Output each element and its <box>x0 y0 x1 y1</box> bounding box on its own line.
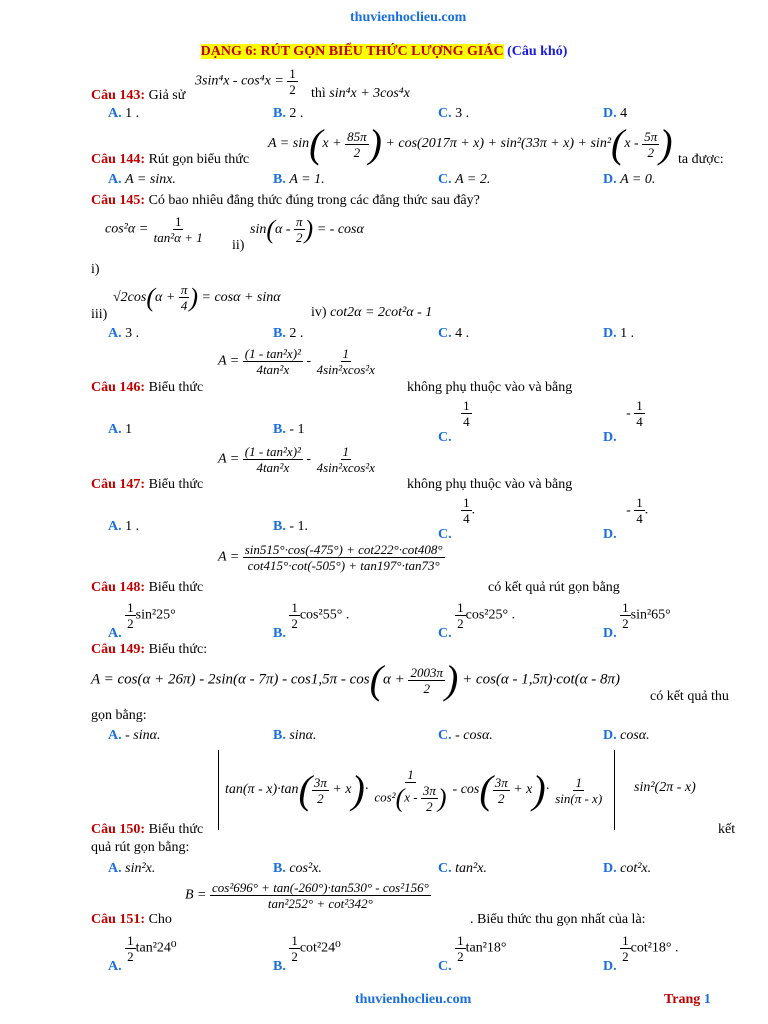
q149-formula: A = cos(α + 26π) - 2sin(α - 7π) - cos1,5π - cos(α + $\frac{2003\pi}{2}$ ) + cos(α - 1,5π)·cot(α - 8π) <box>91 657 621 702</box>
q151-opt-a[interactable]: A. $\frac{1}{2}$ tan²24⁰ <box>108 933 177 974</box>
q151-tail: . Biểu thức thu gọn nhất của là: <box>470 912 646 927</box>
footer-site[interactable]: thuvienhoclieu.com <box>355 992 472 1007</box>
q143-expr: thì sin⁴x + 3cos⁴x <box>311 86 410 101</box>
q151-formula: B = $\frac{\text{cos²696° + tan(-260°)·tan530° - cos²156°}}{\text{tan²252° + cot²342°}}$ <box>185 880 429 911</box>
q143-opt-c[interactable]: C. 3 . <box>438 106 470 121</box>
q150-formula: tan(π - x)·tan( $\frac{3\pi}{2}$ + x)· 1 cos²(x - $\frac{3\pi}{2}$ ) - cos( $\frac{3\pi}{2}$ + x)· $\frac{1}{\sin(\pi - x)}$ <box>218 750 615 830</box>
q149-opt-a[interactable]: A. - sinα. <box>108 728 161 743</box>
q150-tail2: quả rút gọn bằng: <box>91 840 190 855</box>
q147-tail: không phụ thuộc vào và bằng <box>407 477 573 492</box>
q148-opt-d[interactable]: D. $\frac{1}{2}$ sin²65° <box>603 600 671 641</box>
q149-opt-d[interactable]: D. cosα. <box>603 728 650 743</box>
q144-tail: ta được: <box>678 152 724 167</box>
q147-opt-c[interactable]: C. $\frac{1}{4}$ . <box>438 495 476 542</box>
q143-opt-b[interactable]: B. 2 . <box>273 106 304 121</box>
q148-opt-b[interactable]: B. $\frac{1}{2}$ cos²55° . <box>273 600 350 641</box>
q150-tail1: kết <box>718 822 736 837</box>
q151-stem: Câu 151: Cho <box>91 912 172 927</box>
q150-factor: sin²(2π - x) <box>634 780 696 795</box>
q144-formula: A = sin(x + $\frac{85\pi}{2}$ ) + cos(2017π + x) + sin²(33π + x) + sin²(x - $\frac{5\pi}{2}$ ) <box>268 121 673 166</box>
q145-eq-ii: sin(α - $\frac{\pi}{2}$ ) = - cosα <box>250 214 364 245</box>
q146-opt-a[interactable]: A. 1 <box>108 422 133 437</box>
q149-opt-b[interactable]: B. sinα. <box>273 728 317 743</box>
q145-label-ii: ii) <box>232 238 245 253</box>
q148-opt-a[interactable]: A. $\frac{1}{2}$ sin²25° <box>108 600 176 641</box>
q150-opt-b[interactable]: B. cos²x. <box>273 861 322 876</box>
q149-stem: Câu 149: Biểu thức: <box>91 642 208 657</box>
q144-opt-a[interactable]: A. A = sinx. <box>108 172 176 187</box>
q144-opt-b[interactable]: B. A = 1. <box>273 172 325 187</box>
q145-stem: Câu 145: Có bao nhiêu đẳng thức đúng trong các đẳng thức sau đây? <box>91 193 480 208</box>
q150-stem: Câu 150: Biểu thức <box>91 822 204 837</box>
q146-formula: A = $\frac{\text{(1 - tan²x)²}}{\text{4tan²x}}$ - $\frac{1}{\text{4sin²xcos²x}}$ <box>218 346 375 377</box>
q143-opt-a[interactable]: A. 1 . <box>108 106 140 121</box>
q145-label-iii: iii) <box>91 307 108 322</box>
q150-opt-a[interactable]: A. sin²x. <box>108 861 156 876</box>
q150-opt-c[interactable]: C. tan²x. <box>438 861 487 876</box>
page-number: Trang 1 <box>664 992 711 1007</box>
q145-opt-c[interactable]: C. 4 . <box>438 326 470 341</box>
q150-opt-d[interactable]: D. cot²x. <box>603 861 652 876</box>
q148-tail: có kết quả rút gọn bằng <box>488 580 620 595</box>
q143-condition: 3sin⁴x - cos⁴x = $\frac{1}{2}$ <box>195 66 296 97</box>
q148-stem: Câu 148: Biểu thức <box>91 580 204 595</box>
q146-stem: Câu 146: Biểu thức <box>91 380 204 395</box>
q145-label-i: i) <box>91 262 100 277</box>
q144-opt-c[interactable]: C. A = 2. <box>438 172 491 187</box>
q145-eq-i: cos²α = $\frac{1}{\text{tan²α + 1}}$ <box>105 214 203 245</box>
q147-formula: A = $\frac{\text{(1 - tan²x)²}}{\text{4tan²x}}$ - $\frac{1}{\text{4sin²xcos²x}}$ <box>218 444 375 475</box>
q148-formula: A = $\frac{\sin 515^\circ\cdot\cos(-475^\circ) + \cot 222^\circ\cdot\cot 408^\circ}{\cot 415^\circ\cdot\cot(-505^\circ) + \tan 197^\circ\cdot\tan 73^\circ}$ <box>218 542 443 573</box>
q145-opt-a[interactable]: A. 3 . <box>108 326 140 341</box>
q147-opt-b[interactable]: B. - 1. <box>273 519 309 534</box>
title-main: DẠNG 6: RÚT GỌN BIỂU THỨC LƯỢNG GIÁC <box>200 44 504 59</box>
q146-opt-b[interactable]: B. - 1 <box>273 422 305 437</box>
q149-tail2: gọn bằng: <box>91 708 147 723</box>
q146-tail: không phụ thuộc vào và bằng <box>407 380 573 395</box>
q147-opt-a[interactable]: A. 1 . <box>108 519 140 534</box>
q147-stem: Câu 147: Biểu thức <box>91 477 204 492</box>
header-site[interactable]: thuvienhoclieu.com <box>350 10 467 25</box>
q149-opt-c[interactable]: C. - cosα. <box>438 728 493 743</box>
q143-stem: Câu 143: Giả sử <box>91 88 186 103</box>
q145-opt-b[interactable]: B. 2 . <box>273 326 304 341</box>
q145-opt-d[interactable]: D. 1 . <box>603 326 635 341</box>
q151-opt-b[interactable]: B. $\frac{1}{2}$ cot²24⁰ <box>273 933 341 974</box>
q145-eq-iv: iv) cot2α = 2cot²α - 1 <box>311 305 433 320</box>
q151-opt-c[interactable]: C. $\frac{1}{2}$ tan²18° <box>438 933 507 974</box>
q151-opt-d[interactable]: D. $\frac{1}{2}$ cot²18° . <box>603 933 679 974</box>
q146-opt-d[interactable]: D. - $\frac{1}{4}$ <box>603 398 643 445</box>
q143-opt-d[interactable]: D. 4 <box>603 106 628 121</box>
q145-eq-iii: √2cos(α + $\frac{\pi}{4}$ ) = cosα + sinα <box>113 282 281 313</box>
page-title <box>0 44 768 60</box>
q148-opt-c[interactable]: C. $\frac{1}{2}$ cos²25° . <box>438 600 516 641</box>
q144-stem: Câu 144: Rút gọn biểu thức <box>91 152 250 167</box>
q149-tail1: có kết quả thu <box>650 689 729 704</box>
q144-opt-d[interactable]: D. A = 0. <box>603 172 656 187</box>
q147-opt-d[interactable]: D. - $\frac{1}{4}$ . <box>603 495 649 542</box>
q146-opt-c[interactable]: C. $\frac{1}{4}$ <box>438 398 470 445</box>
title-note: (Câu khó) <box>507 44 568 59</box>
